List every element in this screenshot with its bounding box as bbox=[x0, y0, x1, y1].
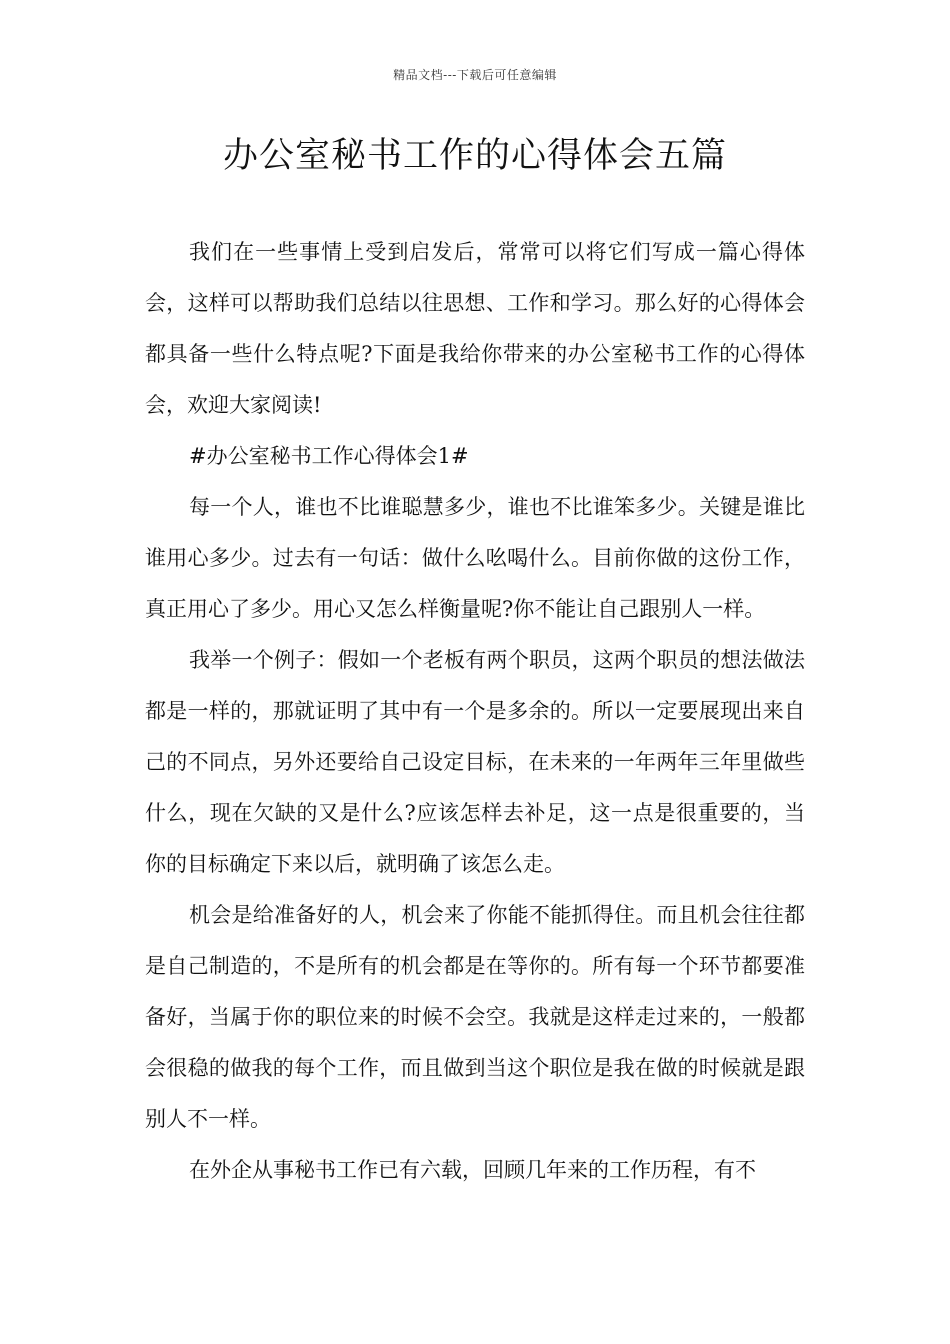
header-note: 精品文档---下载后可任意编辑 bbox=[393, 68, 557, 82]
document-title: 办公室秘书工作的心得体会五篇 bbox=[222, 136, 727, 176]
paragraph: 机会是给准备好的人，机会来了你能不能抓得住。而且机会往往都是自己制造的，不是所有的机会都是在等你的。所有每一个环节都要准备好，当属于你的职位来的时候不会空。我就是这样走过来的，一般都会很稳的做我的每个工作，而且做到当这个职位是我在做的时候就是跟别人不一样。 bbox=[145, 903, 805, 1131]
paragraph: 在外企从事秘书工作已有六载，回顾几年来的工作历程，有不 bbox=[189, 1158, 756, 1182]
paragraph: 我举一个例子：假如一个老板有两个职员，这两个职员的想法做法都是一样的，那就证明了其中有一个是多余的。所以一定要展现出来自己的不同点，另外还要给自己设定目标，在未来的一年两年三年里做些什么，现在欠缺的又是什么?应该怎样去补足，这一点是很重要的，当你的目标确定下来以后，就明确了该怎么走。 bbox=[145, 648, 805, 876]
document-body bbox=[145, 227, 805, 1196]
paragraph: 每一个人，谁也不比谁聪慧多少，谁也不比谁笨多少。关键是谁比谁用心多少。过去有一句话：做什么吆喝什么。目前你做的这份工作，真正用心了多少。用心又怎么样衡量呢?你不能让自己跟别人一样。 bbox=[145, 495, 805, 621]
section-heading: #办公室秘书工作心得体会1# bbox=[189, 444, 469, 468]
paragraph-intro: 我们在一些事情上受到启发后，常常可以将它们写成一篇心得体会，这样可以帮助我们总结以往思想、工作和学习。那么好的心得体会都具备一些什么特点呢?下面是我给你带来的办公室秘书工作的心得体会，欢迎大家阅读! bbox=[145, 240, 805, 417]
